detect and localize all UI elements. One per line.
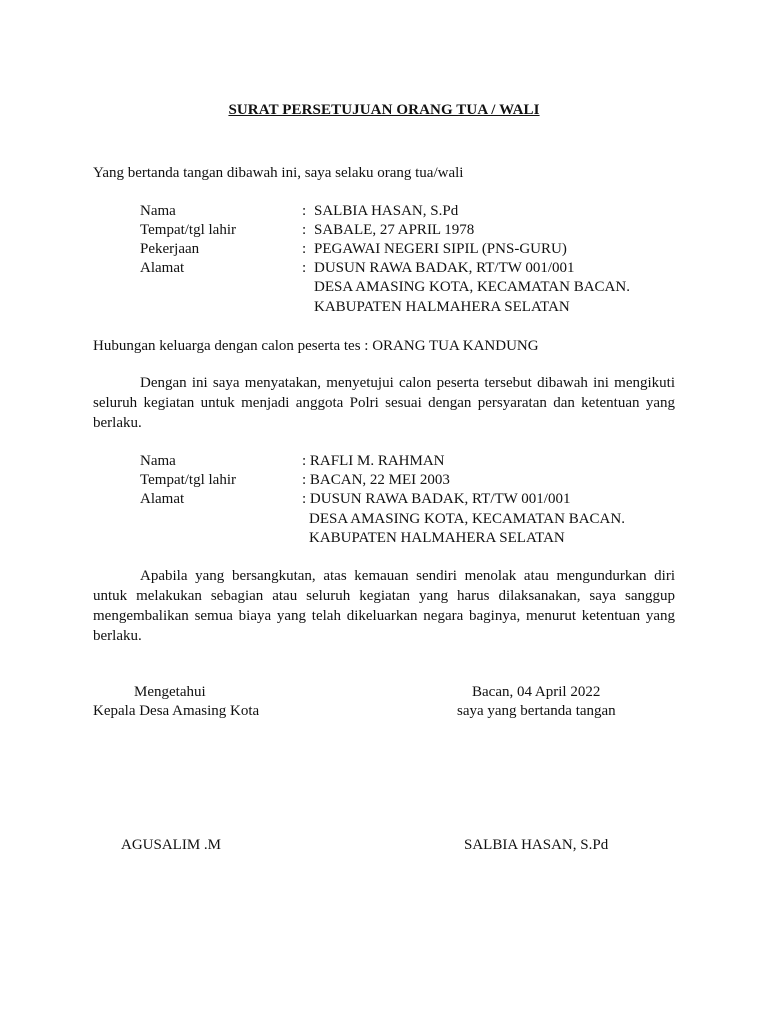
left-heading: Mengetahui (134, 684, 206, 700)
right-place-date: Bacan, 04 April 2022 (472, 684, 601, 700)
parent-address-line1: DUSUN RAWA BADAK, RT/TW 001/001 (314, 260, 575, 276)
letter-title: SURAT PERSETUJUAN ORANG TUA / WALI (228, 102, 540, 118)
withdrawal-paragraph: Apabila yang bersangkutan, atas kemauan sendiri menolak atau mengundurkan diri untuk melakukan sebagian atau seluruh kegiatan yang harus dilaksanakan, saya sanggup mengembalikan semua biaya yang telah dikeluarkan negara baginya, menurut ketentuan yang berlaku. (93, 568, 675, 644)
parent-name-value: SALBIA HASAN, S.Pd (314, 203, 459, 219)
parent-address-label: Alamat (140, 260, 185, 276)
right-role: saya yang bertanda tangan (457, 703, 616, 719)
parent-address-line2: DESA AMASING KOTA, KECAMATAN BACAN. (314, 279, 630, 295)
relation-text: Hubungan keluarga dengan calon peserta tes : ORANG TUA KANDUNG (93, 338, 539, 354)
parent-birth-label: Tempat/tgl lahir (140, 222, 237, 238)
candidate-address-line1: : DUSUN RAWA BADAK, RT/TW 001/001 (302, 491, 571, 507)
candidate-address-line3: KABUPATEN HALMAHERA SELATAN (309, 530, 565, 546)
intro-text: Yang bertanda tangan dibawah ini, saya selaku orang tua/wali (93, 165, 464, 181)
candidate-name-value: : RAFLI M. RAHMAN (302, 453, 445, 469)
left-signatory-name: AGUSALIM .M (121, 837, 222, 853)
parent-address-colon: : (302, 260, 307, 276)
parent-job-value: PEGAWAI NEGERI SIPIL (PNS-GURU) (314, 241, 567, 257)
parent-job-colon: : (302, 241, 307, 257)
candidate-address-line2: DESA AMASING KOTA, KECAMATAN BACAN. (309, 511, 625, 527)
left-role: Kepala Desa Amasing Kota (93, 703, 260, 719)
parent-birth-colon: : (302, 222, 307, 238)
parent-birth-value: SABALE, 27 APRIL 1978 (314, 222, 475, 238)
right-signatory-name: SALBIA HASAN, S.Pd (464, 837, 609, 853)
candidate-birth-label: Tempat/tgl lahir (140, 472, 237, 488)
statement-paragraph: Dengan ini saya menyatakan, menyetujui calon peserta tersebut dibawah ini mengikuti seluruh kegiatan untuk menjadi anggota Polri sesuai dengan persyaratan dan ketentuan yang berlaku. (93, 375, 675, 431)
parent-job-label: Pekerjaan (140, 241, 200, 257)
parent-name-colon: : (302, 203, 307, 219)
parent-name-label: Nama (140, 203, 176, 219)
parent-address-line3: KABUPATEN HALMAHERA SELATAN (314, 299, 570, 315)
candidate-birth-value: : BACAN, 22 MEI 2003 (302, 472, 450, 488)
candidate-address-label: Alamat (140, 491, 185, 507)
candidate-name-label: Nama (140, 453, 176, 469)
